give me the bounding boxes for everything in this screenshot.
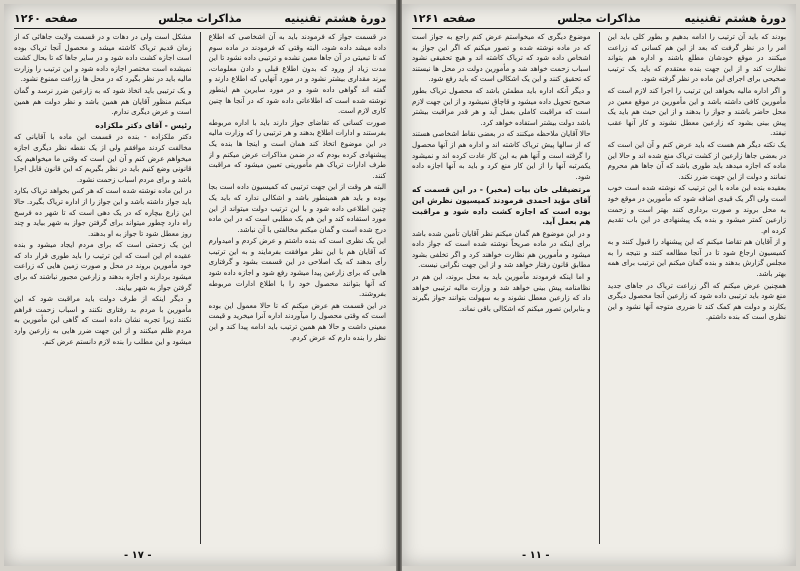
left-page-columns <box>14 32 386 544</box>
paragraph: این یک نظری است که بنده داشتم و عرض کردم و امیدوارم که آقایان هم با این نظر موافقت بفرمایند و به این ترتیب رأی بدهند که یک اصلاحی در این قسمت بشود و گرفتاری هایی که برای زارعین پیدا میشود رفع شود و اجازه داده شود که آنها بتوانند محصول خود را با اطلاع ادارات مربوطه بفروشند. <box>208 236 386 299</box>
paragraph: در این ماده نوشته شده است که هر کس بخواهد تریاک بکارد باید جواز داشته باشد و این جواز را از اداره تریاک بگیرد. حالا این زارع بیچاره که در یک دهی است که تا شهر ده فرسخ راه دارد چطور میتواند برای گرفتن جواز به شهر بیاید و چند روز معطل شود تا جواز به او بدهند. <box>14 186 192 238</box>
paragraph: بودند که باید آن ترتیب را ادامه بدهیم و بطور کلی باید این امر را در نظر گرفت که بعد از این هم کسانی که زراعت میکنند در موقع خودشان مطلع باشند و اداره هم بتواند نظارت کند و از این جهت بنده معتقدم که باید یک ترتیب صحیحی برای اجرای این ماده در نظر گرفته شود. <box>607 32 786 84</box>
speaker-heading: مرتضیقلی خان بیات (مخبر) - در این قسمت که آقای مؤید احمدی فرمودند کمیسیون نظرش این بوده است که اجازه کشت داده شود و مراقبت هم بعمل آید. <box>412 185 591 227</box>
left-header-title: مذاکرات مجلس <box>158 12 242 25</box>
right-page-footer-number: - ۱۱ - <box>522 550 550 561</box>
left-page-column-right <box>209 32 387 544</box>
right-page-column-left <box>412 32 591 544</box>
paragraph: و در این موضوع هم گمان میکنم نظر آقایان تأمین شده باشد برای اینکه در ماده صریحاً نوشته شده است که جواز داده میشود و مأمورین هم نظارت خواهند کرد و اگر تخلفی بشود مطابق قانون رفتار خواهد شد و از این جهت نگرانی نیست. <box>412 228 591 270</box>
right-header-term: دورهٔ هشتم تقنینیه <box>684 12 786 25</box>
paragraph: حالا آقایان ملاحظه میکنند که در بعضی نقاط اشخاصی هستند که از سالها پیش تریاک کاشته اند و اداره هم از آنها محصول را گرفته است و آنها هم به این کار عادت کرده اند و نمیشود یکمرتبه آنها را از این کار منع کرد و باید به آنها اجازه داده شود. <box>412 129 591 181</box>
left-header-page-number: صفحه ۱۲۶۰ <box>14 12 78 25</box>
right-page-column-right <box>608 32 787 544</box>
left-page-footer-number: - ۱۷ - <box>124 550 152 561</box>
right-page <box>402 4 796 566</box>
paragraph: یک نکته دیگر هم هست که باید عرض کنم و آن این است که در بعضی جاها زارعین از کشت تریاک منع شده اند و حالا این ماده که اجازه میدهد باید طوری باشد که آن جاها هم محروم نمانند و دولت از این جهت ضرر نکند. <box>607 139 786 181</box>
right-page-columns <box>412 32 786 544</box>
paragraph: و یک ترتیبی باید اتخاذ شود که به زارعین ضرر نرسد و گمان میکنم منظور آقایان هم همین باشد و نظر دولت هم همین است و عرض دیگری ندارم. <box>14 85 192 117</box>
paragraph: صورت کسانی که تقاضای جواز دارند باید با اداره مربوطه بفرستند و ادارات اطلاع بدهند و هر ترتیبی را که وزارت مالیه در این موضوع اتخاذ کند همان است و اینجا ها بنده یک پیشنهادی کرده بودم که در ضمن مذاکرات عرض میکنم و از طرف ادارات تریاک هم مأمورینی تعیین میشود که مراقبت کنند. <box>208 117 386 180</box>
paragraph: موضوع دیگری که میخواستم عرض کنم راجع به جواز است که در ماده نوشته شده و تصور میکنم که اگر این جواز به اشخاص داده شود که تریاک کاشته اند و هیچ تحقیقی نشود اسباب زحمت خواهد شد و مأمورین دولت در محل ها نیستند که تحقیق کنند و این یک اشکالی است که باید رفع شود. <box>412 32 591 84</box>
left-page <box>4 4 396 566</box>
paragraph: این یک زحمتی است که برای مردم ایجاد میشود و بنده عقیده ام این است که این ترتیب را باید طوری قرار داد که خود مأمورین بروند در محل و صورت زمین هایی که زراعت میشود بردارند و اجازه بدهند و زارعین مجبور نباشند که برای گرفتن جواز به شهر بیایند. <box>14 240 192 292</box>
paragraph: و اما اینکه فرمودند مأمورین باید به محل بروند، این هم در نظامنامه پیش بینی خواهد شد و وزارت مالیه ترتیبی خواهد داد که زارعین معطل نشوند و به سهولت بتوانند جواز بگیرند و بنابراین تصور میکنم که اشکالی باقی نماند. <box>412 272 591 313</box>
right-header-title: مذاکرات مجلس <box>557 12 641 25</box>
column-divider <box>200 32 201 544</box>
paragraph: مشکل است ولی در دهات و در قسمت ولایت جاهائی که از زمان قدیم تریاک کاشته میشد و محصول آنجا تریاک بوده است اجازه کشت داده شود و در سایر جاها که تا بحال کشت نمیشده است مختصر اجازه داده شود و این ترتیب را وزارت مالیه باید در نظر بگیرد که در محل ها زراعت ممنوع نشود. <box>14 32 192 84</box>
paragraph: و دیگر اینکه از طرف دولت باید مراقبت شود که این مأمورین با مردم بد رفتاری نکنند و اسباب زحمت فراهم نکنند زیرا تجربه نشان داده است که گاهی این مأمورین به مردم ظلم میکنند و از این جهت ضرر هایی به زارعین وارد میشود و این مطلب را بنده لازم دانستم عرض کنم. <box>14 294 192 346</box>
column-divider <box>599 32 600 544</box>
left-page-column-left <box>14 32 192 544</box>
paragraph: همچنین عرض میکنم که اگر زراعت تریاک در جاهای جدید منع شود باید ترتیبی داده شود که زارعین آنجا محصول دیگری بکارند و دولت هم کمک کند تا ضرری متوجه آنها نشود و این نظری است که بنده داشتم. <box>607 280 786 322</box>
paragraph: بعقیده بنده این ماده با این ترتیب که نوشته شده است خوب است ولی اگر یک قیدی اضافه شود که مأمورین در موقع خود به محل بروند و صورت برداری کنند بهتر است و زحمت زارعین کمتر میشود و بنده یک پیشنهادی در این باب تقدیم کرده ام. <box>607 183 786 235</box>
paragraph: و دیگر آنکه اداره باید مطمئن باشد که محصول تریاک بطور صحیح تحویل داده میشود و قاچاق نمیشود و از این جهت لازم است که مراقبت کاملی بعمل آید و هر قدر مراقبت بیشتر باشد دولت بیشتر استفاده خواهد کرد. <box>412 85 591 127</box>
paragraph: البته هر وقت از این جهت ترتیبی که کمیسیون داده است بجا بوده و باید هم همینطور باشد و اشکالی ندارد که باید یک چنین اطلاعی داده شود و با این ترتیب دولت میتواند از این مورد استفاده کند و این هم یک مطلبی است که در این ماده درج شده است و گمان میکنم مخالفتی با آن نباشد. <box>208 182 386 234</box>
left-header-term: دورهٔ هشتم تقنینیه <box>284 12 386 25</box>
paragraph: و از آقایان هم تقاضا میکنم که این پیشنهاد را قبول کنند و به کمیسیون ارجاع شود تا در آنجا مطالعه کنند و نتیجه را به مجلس گزارش بدهند و بنده گمان میکنم این ترتیب برای همه بهتر باشد. <box>607 237 786 279</box>
right-header-page-number: صفحه ۱۲۶۱ <box>412 12 476 25</box>
speaker-heading: رئیس - آقای دکتر ملکزاده <box>95 120 192 130</box>
paragraph: و اگر اداره مالیه بخواهد این ترتیب را اجرا کند لازم است که مأمورین کافی داشته باشد و این مأمورین در موقع معین در محل حاضر باشند و جواز را بدهند و از این حیث هم باید یک پیش بینی بشود که زارعین معطل نشوند و کار آنها عقب نیفتد. <box>607 85 786 138</box>
right-page-header <box>412 10 786 29</box>
left-page-header <box>14 10 386 29</box>
paragraph: دکتر ملکزاده - بنده در قسمت این ماده با آقایانی که مخالفت کردند موافقم ولی از یک نقطه نظر دیگری اجازه میخواهم عرض کنم و آن این است که وقتی ما میخواهیم یک قانونی وضع کنیم باید در نظر بگیریم که این قانون قابل اجرا باشد و برای مردم اسباب زحمت نشود. <box>14 132 192 184</box>
paragraph: در این قسمت هم عرض میکنم که تا حالا معمول این بوده است که وقتی محصول را میآوردند اداره آنرا میخرید و قیمت معینی داشت و حالا هم همین ترتیب باید ادامه پیدا کند و این نظر را بنده دارم که عرض کردم. <box>208 300 386 342</box>
paragraph: در قسمت جواز که فرمودند باید به آن اشخاصی که اطلاع داده میشد داده شود، البته وقتی که فرمودند در ماده سوم که تا تبعیتی در آن جاها معین نشده و ترتیبی داده نشود تا این مدت زیاد از ورود که بدون اطلاع قبلی و دادن معلومات، ببرند مقداری بیشتر نشود و در مورد آنهایی که اطلاع دارند و گفته اند گواهی داده شود و در مورد سایرین هم اینطور نوشته شده است که اطلاعاتی داده شود که در آنجا ها چنین کاری لازم است. <box>208 32 386 116</box>
